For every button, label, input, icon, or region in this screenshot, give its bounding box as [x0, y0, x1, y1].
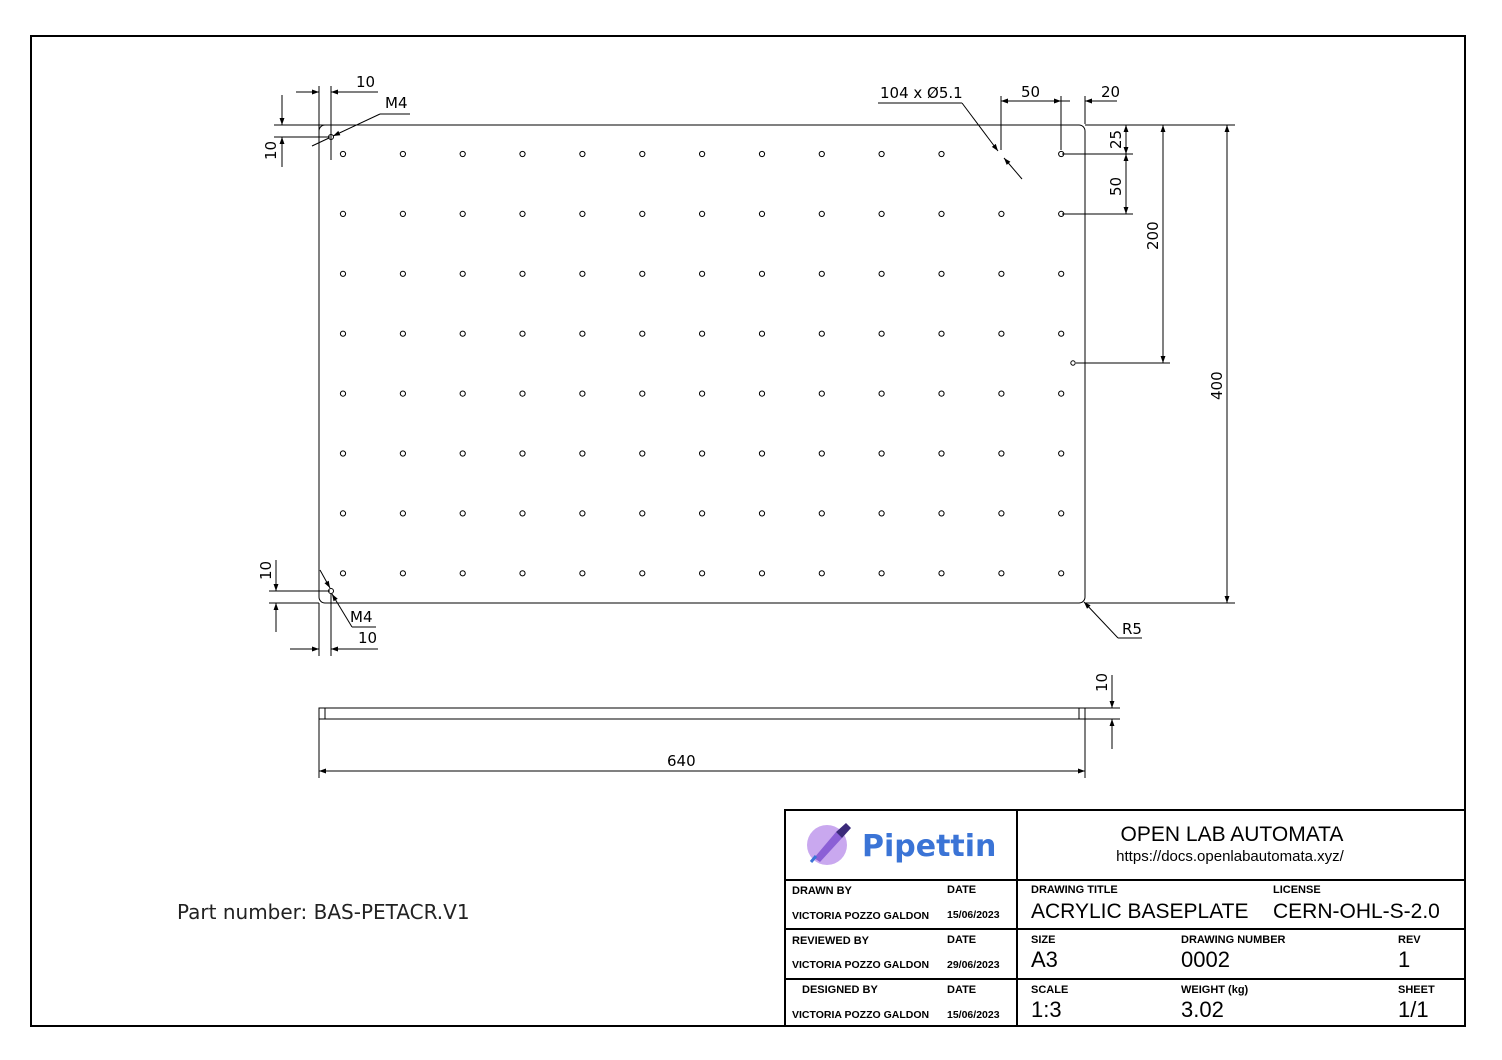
- mounting-hole: [700, 271, 705, 276]
- mounting-hole: [460, 211, 465, 216]
- mounting-hole: [1059, 331, 1064, 336]
- designed-by-value: VICTORIA POZZO GALDON: [792, 1009, 930, 1021]
- designed-date-label: DATE: [947, 984, 977, 996]
- drawn-by-label: DRAWN BY: [792, 885, 852, 897]
- rev-label: REV: [1398, 934, 1421, 946]
- mounting-hole: [520, 211, 525, 216]
- dim-label-corner-radius: R5: [1122, 620, 1142, 638]
- dim-label-top-right-offset: 20: [1101, 83, 1121, 101]
- mounting-hole: [879, 271, 884, 276]
- mounting-hole: [819, 151, 824, 156]
- mounting-hole: [879, 511, 884, 516]
- mounting-hole: [640, 211, 645, 216]
- mounting-hole: [340, 571, 345, 576]
- mounting-hole: [700, 451, 705, 456]
- mounting-hole: [340, 511, 345, 516]
- mounting-hole: [999, 271, 1004, 276]
- dim-top-right: [878, 96, 1235, 603]
- part-number: Part number: BAS-PETACR.V1: [177, 900, 470, 924]
- mounting-hole: [700, 331, 705, 336]
- reviewed-date-label: DATE: [947, 934, 977, 946]
- dim-label-overall-length: 640: [667, 752, 696, 770]
- mounting-hole: [580, 331, 585, 336]
- drawn-date-value: 15/06/2023: [947, 909, 1000, 921]
- mounting-hole: [1059, 571, 1064, 576]
- mounting-hole: [400, 391, 405, 396]
- scale-label: SCALE: [1031, 984, 1069, 996]
- mounting-hole: [340, 151, 345, 156]
- mounting-hole: [520, 151, 525, 156]
- mounting-hole: [1059, 391, 1064, 396]
- mounting-hole: [879, 151, 884, 156]
- mounting-hole: [879, 391, 884, 396]
- dim-label-hole-callout: 104 x Ø5.1: [880, 84, 963, 102]
- mounting-hole: [520, 571, 525, 576]
- mounting-hole: [640, 451, 645, 456]
- mounting-hole: [939, 451, 944, 456]
- mounting-hole: [819, 511, 824, 516]
- org-url: https://docs.openlabautomata.xyz/: [1116, 848, 1344, 865]
- mounting-hole: [1059, 511, 1064, 516]
- mounting-hole: [939, 571, 944, 576]
- license-value: CERN-OHL-S-2.0: [1273, 900, 1440, 923]
- mounting-hole: [460, 571, 465, 576]
- drawn-by-value: VICTORIA POZZO GALDON: [792, 910, 930, 922]
- mounting-hole: [640, 151, 645, 156]
- mounting-hole: [999, 511, 1004, 516]
- mounting-hole: [460, 391, 465, 396]
- weight-value: 3.02: [1181, 997, 1224, 1022]
- mounting-hole: [939, 151, 944, 156]
- mounting-hole: [759, 151, 764, 156]
- reviewed-by-label: REVIEWED BY: [792, 935, 870, 947]
- brand-name: Pipettin: [862, 829, 997, 864]
- mounting-hole: [340, 451, 345, 456]
- mounting-hole: [759, 571, 764, 576]
- mounting-hole: [759, 511, 764, 516]
- mounting-hole: [759, 271, 764, 276]
- dim-label-bottom-left-v: 10: [257, 560, 275, 580]
- sheet-border: [31, 36, 1465, 1026]
- mounting-hole: [819, 271, 824, 276]
- mounting-hole: [939, 391, 944, 396]
- mounting-hole: [939, 211, 944, 216]
- dim-label-top-left-h: 10: [356, 73, 376, 91]
- plate-outline: [319, 125, 1085, 603]
- dim-label-right-25: 25: [1107, 129, 1125, 149]
- drawing-title-label: DRAWING TITLE: [1031, 884, 1118, 896]
- mounting-hole: [520, 271, 525, 276]
- drawing-number-value: 0002: [1181, 947, 1230, 972]
- mounting-hole: [879, 331, 884, 336]
- mounting-hole: [400, 511, 405, 516]
- dim-label-right-400: 400: [1208, 371, 1226, 400]
- sheet-label: SHEET: [1398, 984, 1435, 996]
- mounting-hole: [580, 211, 585, 216]
- mounting-hole: [460, 271, 465, 276]
- mounting-hole: [520, 331, 525, 336]
- mounting-hole: [939, 331, 944, 336]
- mounting-hole: [640, 511, 645, 516]
- mounting-hole: [340, 331, 345, 336]
- mounting-hole: [819, 571, 824, 576]
- dim-label-bottom-left-h: 10: [358, 629, 378, 647]
- dim-label-top-left-v: 10: [262, 140, 280, 160]
- dim-label-top-right-pitch: 50: [1021, 83, 1041, 101]
- pipettin-logo-icon: [807, 823, 851, 865]
- rev-value: 1: [1398, 947, 1411, 972]
- mounting-hole: [460, 511, 465, 516]
- mounting-hole: [819, 391, 824, 396]
- mounting-hole: [580, 271, 585, 276]
- mounting-hole: [520, 511, 525, 516]
- mounting-hole: [999, 331, 1004, 336]
- mounting-hole: [400, 151, 405, 156]
- dim-label-right-50: 50: [1107, 176, 1125, 196]
- size-label: SIZE: [1031, 934, 1056, 946]
- mounting-hole: [400, 331, 405, 336]
- org-name: OPEN LAB AUTOMATA: [1120, 823, 1344, 846]
- mounting-hole: [879, 571, 884, 576]
- mounting-hole: [1059, 451, 1064, 456]
- mounting-hole: [460, 151, 465, 156]
- mounting-hole: [460, 451, 465, 456]
- mounting-hole: [340, 391, 345, 396]
- drawing-title-value: ACRYLIC BASEPLATE: [1031, 900, 1249, 923]
- mounting-hole: [700, 571, 705, 576]
- mounting-hole: [580, 151, 585, 156]
- designed-date-value: 15/06/2023: [947, 1009, 1000, 1021]
- reviewed-by-value: VICTORIA POZZO GALDON: [792, 959, 930, 971]
- reviewed-date-value: 29/06/2023: [947, 959, 1000, 971]
- mounting-hole: [879, 211, 884, 216]
- designed-by-label: DESIGNED BY: [802, 984, 878, 996]
- hole-grid: [340, 151, 1063, 576]
- mounting-hole: [640, 391, 645, 396]
- mounting-hole: [640, 571, 645, 576]
- mounting-hole: [400, 211, 405, 216]
- mounting-hole: [520, 451, 525, 456]
- mounting-hole: [700, 391, 705, 396]
- mounting-hole: [340, 211, 345, 216]
- mounting-hole: [759, 211, 764, 216]
- mounting-hole: [640, 271, 645, 276]
- dim-label-right-200: 200: [1144, 221, 1162, 250]
- mounting-hole: [700, 151, 705, 156]
- mounting-hole: [819, 331, 824, 336]
- license-label: LICENSE: [1273, 884, 1321, 896]
- mounting-hole: [999, 391, 1004, 396]
- scale-value: 1:3: [1031, 997, 1062, 1022]
- mounting-hole: [939, 271, 944, 276]
- mounting-hole: [759, 331, 764, 336]
- mounting-hole: [700, 211, 705, 216]
- size-value: A3: [1031, 947, 1058, 972]
- reference-hole-right: [1071, 361, 1075, 365]
- dim-label-thickness: 10: [1093, 672, 1111, 692]
- mounting-hole: [999, 571, 1004, 576]
- sheet-value: 1/1: [1398, 997, 1429, 1022]
- dim-label-top-left-thread: M4: [385, 94, 408, 112]
- mounting-hole: [999, 451, 1004, 456]
- mounting-hole: [580, 391, 585, 396]
- mounting-hole: [400, 571, 405, 576]
- mounting-hole: [340, 271, 345, 276]
- mounting-hole: [939, 511, 944, 516]
- mounting-hole: [759, 451, 764, 456]
- mounting-hole: [580, 511, 585, 516]
- mounting-hole: [460, 331, 465, 336]
- mounting-hole: [819, 451, 824, 456]
- mounting-hole: [580, 451, 585, 456]
- drawn-date-label: DATE: [947, 884, 977, 896]
- mounting-hole: [580, 571, 585, 576]
- side-view: [319, 672, 1120, 778]
- mounting-hole: [640, 331, 645, 336]
- mounting-hole: [999, 211, 1004, 216]
- mounting-hole: [400, 271, 405, 276]
- mounting-hole: [400, 451, 405, 456]
- mounting-hole: [819, 211, 824, 216]
- mounting-hole: [520, 391, 525, 396]
- weight-label: WEIGHT (kg): [1181, 984, 1249, 996]
- mounting-hole: [1059, 271, 1064, 276]
- dim-label-bottom-left-thread: M4: [350, 608, 373, 626]
- mounting-hole: [879, 451, 884, 456]
- mounting-hole: [759, 391, 764, 396]
- drawing-number-label: DRAWING NUMBER: [1181, 934, 1286, 946]
- mounting-hole: [700, 511, 705, 516]
